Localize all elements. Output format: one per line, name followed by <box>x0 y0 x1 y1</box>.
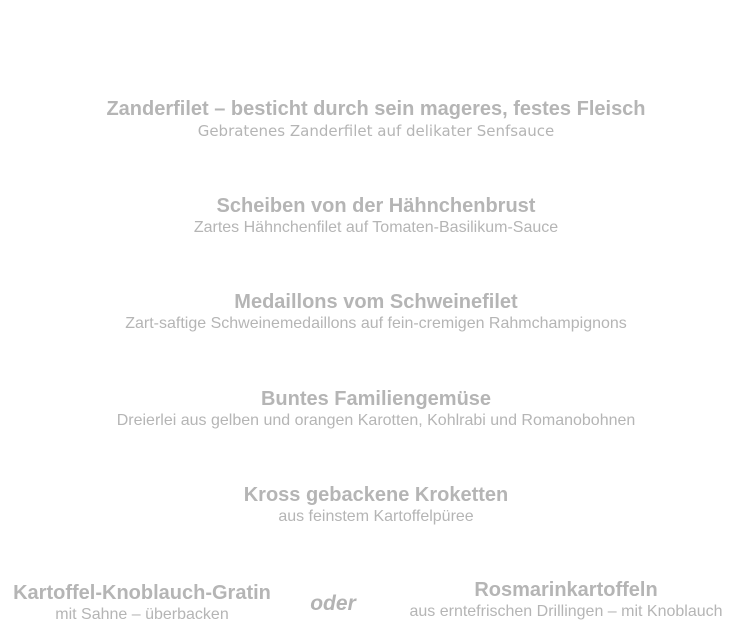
menu-dish-familiengemuese <box>0 387 752 431</box>
side-option-title: Kartoffel-Knoblauch-Gratin <box>13 582 271 604</box>
side-option-title: Rosmarinkartoffeln <box>474 579 658 601</box>
side-option-description: mit Sahne – überbacken <box>55 606 229 623</box>
menu-dish-kroketten <box>0 483 752 527</box>
or-separator: oder <box>310 592 356 615</box>
dish-title: Kross gebackene Kroketten <box>243 484 509 506</box>
dish-title: Scheiben von der Hähnchenbrust <box>216 195 536 217</box>
side-option-rosmarinkartoffeln <box>380 578 752 622</box>
menu-dish-schweinefilet <box>0 290 752 334</box>
dish-title: Medaillons vom Schweinefilet <box>234 291 518 313</box>
dish-title: Zanderfilet – besticht durch sein mageres, festes Fleisch <box>106 98 646 120</box>
dish-description: aus feinstem Kartoffelpüree <box>278 508 474 525</box>
side-option-description: aus erntefrischen Drillingen – mit Knoblauch <box>409 603 723 620</box>
side-option-gratin <box>0 581 284 625</box>
dish-title: Buntes Familiengemüse <box>260 388 492 410</box>
menu-dish-zanderfilet <box>0 97 752 141</box>
menu-dish-haehnchenbrust <box>0 194 752 238</box>
dish-description: Dreierlei aus gelben und orangen Karotten, Kohlrabi und Romanobohnen <box>116 412 636 429</box>
dish-description: Gebratenes Zanderfilet auf delikater Senfsauce <box>197 122 555 140</box>
dish-description: Zartes Hähnchenfilet auf Tomaten-Basilikum-Sauce <box>193 219 559 236</box>
dish-description: Zart-saftige Schweinemedaillons auf fein-cremigen Rahmchampignons <box>125 315 627 332</box>
